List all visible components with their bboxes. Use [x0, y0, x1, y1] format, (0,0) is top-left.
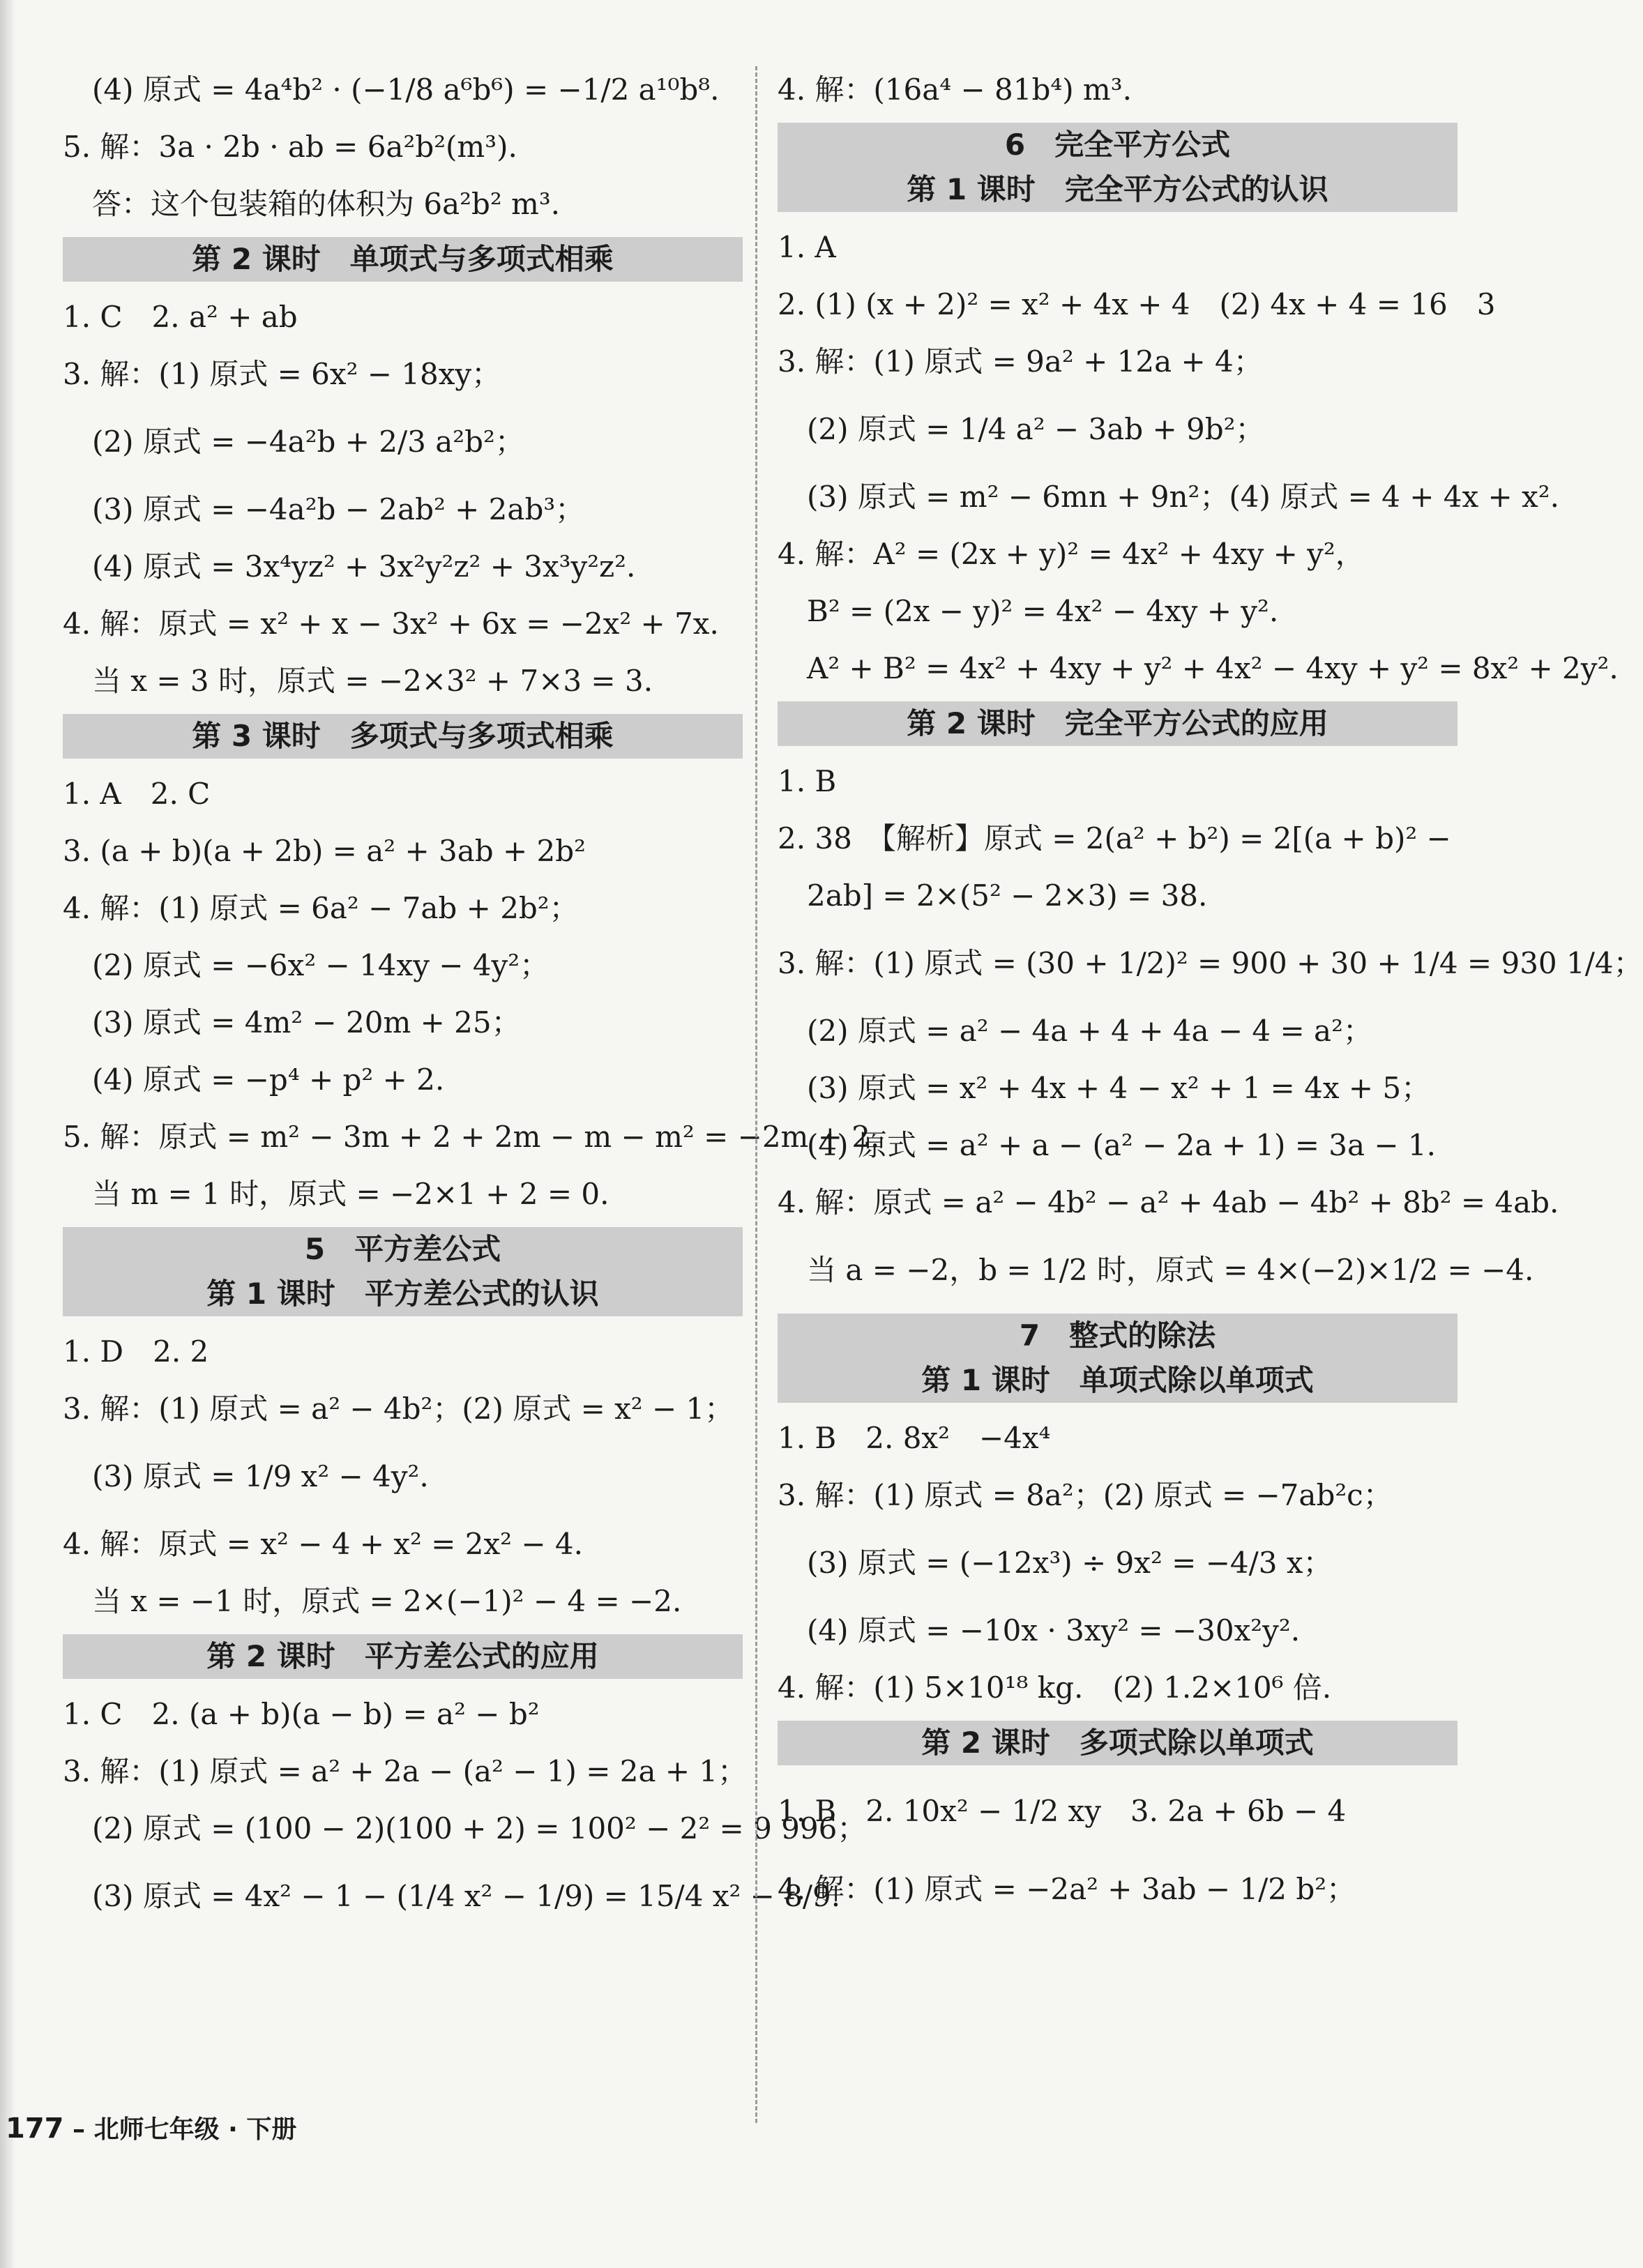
- chapter-heading: 6 完全平方公式: [778, 123, 1458, 167]
- answer-line: 1. B: [778, 764, 837, 798]
- answer-line: 当 x = 3 时，原式 = −2×3² + 7×3 = 3.: [92, 664, 653, 698]
- answer-line: 当 a = −2，b = 1/2 时，原式 = 4×(−2)×1/2 = −4.: [807, 1253, 1534, 1287]
- answer-line: 3. 解：(1) 原式 = a² − 4b²；(2) 原式 = x² − 1；: [63, 1392, 734, 1426]
- answer-line: 4. 解：(1) 原式 = 6a² − 7ab + 2b²；: [63, 891, 579, 925]
- section-heading: 第 2 课时 平方差公式的应用: [63, 1634, 743, 1679]
- section-heading: 第 1 课时 完全平方公式的认识: [778, 167, 1458, 212]
- answer-line: 5. 解：原式 = m² − 3m + 2 + 2m − m − m² = −2m + 2.: [63, 1120, 880, 1154]
- page-footer: [6, 2110, 296, 2145]
- answer-line: 当 x = −1 时，原式 = 2×(−1)² − 4 = −2.: [92, 1584, 682, 1618]
- answer-line: 3. 解：(1) 原式 = a² + 2a − (a² − 1) = 2a + 1；: [63, 1754, 748, 1788]
- answer-line: (3) 原式 = m² − 6mn + 9n²；(4) 原式 = 4 + 4x + x².: [807, 480, 1559, 514]
- answer-line: 1. B 2. 8x² −4x⁴: [778, 1421, 1051, 1455]
- section-heading: 第 2 课时 完全平方公式的应用: [778, 701, 1458, 746]
- answer-line: (2) 原式 = a² − 4a + 4 + 4a − 4 = a²；: [807, 1014, 1372, 1048]
- answer-line: (2) 原式 = −4a²b + 2/3 a²b²；: [92, 425, 524, 459]
- answer-line: 2ab] = 2×(5² − 2×3) = 38.: [807, 878, 1208, 913]
- answer-line: (3) 原式 = (−12x³) ÷ 9x² = −4/3 x；: [807, 1546, 1333, 1580]
- answer-line: (4) 原式 = −10x · 3xy² = −30x²y².: [807, 1613, 1301, 1647]
- answer-line: (3) 原式 = x² + 4x + 4 − x² + 1 = 4x + 5；: [807, 1071, 1431, 1105]
- answer-line: 1. C 2. (a + b)(a − b) = a² − b²: [63, 1697, 540, 1731]
- answer-line: (2) 原式 = (100 − 2)(100 + 2) = 100² − 2² = 9 996；: [92, 1811, 867, 1845]
- section-heading: 第 1 课时 平方差公式的认识: [63, 1272, 743, 1316]
- answer-line: 3. 解：(1) 原式 = (30 + 1/2)² = 900 + 30 + 1/4 = 930 1/4；: [778, 946, 1643, 980]
- section-heading: 第 2 课时 单项式与多项式相乘: [63, 237, 743, 282]
- answer-line: 3. 解：(1) 原式 = 9a² + 12a + 4；: [778, 344, 1263, 379]
- answer-line: 3. (a + b)(a + 2b) = a² + 3ab + 2b²: [63, 834, 586, 868]
- answer-line: 2. 38 【解析】原式 = 2(a² + b²) = 2[(a + b)² −: [778, 821, 1451, 855]
- answer-line: (3) 原式 = 4x² − 1 − (1/4 x² − 1/9) = 15/4 x² − 8/9.: [92, 1879, 841, 1913]
- answer-line: 4. 解：(16a⁴ − 81b⁴) m³.: [778, 73, 1132, 107]
- answer-line: 当 m = 1 时，原式 = −2×1 + 2 = 0.: [92, 1177, 610, 1211]
- answer-line: (4) 原式 = 3x⁴yz² + 3x²y²z² + 3x³y²z².: [92, 549, 636, 584]
- footer-book-title: 北师七年级 · 下册: [93, 2115, 297, 2144]
- answer-line: 3. 解：(1) 原式 = 6x² − 18xy；: [63, 357, 501, 391]
- answer-line: (4) 原式 = a² + a − (a² − 2a + 1) = 3a − 1.: [807, 1128, 1436, 1162]
- answer-line: (4) 原式 = −p⁴ + p² + 2.: [92, 1063, 445, 1097]
- answer-line: (2) 原式 = 1/4 a² − 3ab + 9b²；: [807, 412, 1265, 446]
- answer-line: 3. 解：(1) 原式 = 8a²；(2) 原式 = −7ab²c；: [778, 1478, 1393, 1512]
- chapter-heading: 5 平方差公式: [63, 1227, 743, 1272]
- answer-line: 1. C 2. a² + ab: [63, 300, 298, 334]
- answer-line: (3) 原式 = 1/9 x² − 4y².: [92, 1459, 429, 1493]
- section-heading: 第 3 课时 多项式与多项式相乘: [63, 714, 743, 759]
- answer-line: (3) 原式 = −4a²b − 2ab² + 2ab³；: [92, 492, 585, 526]
- answer-line: 1. B 2. 10x² − 1/2 xy 3. 2a + 6b − 4: [778, 1794, 1347, 1828]
- answer-line: 答：这个包装箱的体积为 6a²b² m³.: [92, 187, 561, 221]
- answer-line: 1. A 2. C: [63, 777, 211, 811]
- section-heading: 第 2 课时 多项式除以单项式: [778, 1721, 1458, 1765]
- section-heading: 第 1 课时 单项式除以单项式: [778, 1358, 1458, 1403]
- answer-line: 4. 解：原式 = x² + x − 3x² + 6x = −2x² + 7x.: [63, 607, 719, 641]
- answer-line: 4. 解：A² = (2x + y)² = 4x² + 4xy + y²，: [778, 537, 1365, 571]
- answer-line: 1. D 2. 2: [63, 1334, 209, 1369]
- answer-line: 4. 解：(1) 5×10¹⁸ kg. (2) 1.2×10⁶ 倍.: [778, 1670, 1332, 1705]
- page-number: 177: [6, 2113, 64, 2145]
- answer-line: 5. 解：3a · 2b · ab = 6a²b²(m³).: [63, 130, 517, 164]
- footer-dash: –: [73, 2115, 86, 2144]
- answer-line: 4. 解：原式 = a² − 4b² − a² + 4ab − 4b² + 8b² = 4ab.: [778, 1185, 1559, 1219]
- page-edge-shadow: [0, 0, 15, 2268]
- answer-line: (3) 原式 = 4m² − 20m + 25；: [92, 1005, 521, 1040]
- answer-line: 4. 解：(1) 原式 = −2a² + 3ab − 1/2 b²；: [778, 1872, 1356, 1906]
- answer-line: 4. 解：原式 = x² − 4 + x² = 2x² − 4.: [63, 1527, 583, 1561]
- chapter-heading: 7 整式的除法: [778, 1314, 1458, 1358]
- answer-line: (2) 原式 = −6x² − 14xy − 4y²；: [92, 948, 550, 982]
- answer-line: (4) 原式 = 4a⁴b² · (−1/8 a⁶b⁶) = −1/2 a¹⁰b⁸.: [92, 73, 720, 107]
- answer-line: A² + B² = 4x² + 4xy + y² + 4x² − 4xy + y² = 8x² + 2y².: [807, 651, 1619, 685]
- answer-line: 1. A: [778, 230, 836, 264]
- answer-line: 2. (1) (x + 2)² = x² + 4x + 4 (2) 4x + 4 = 16 3: [778, 287, 1496, 321]
- answer-line: B² = (2x − y)² = 4x² − 4xy + y².: [807, 594, 1279, 628]
- right-column: [778, 61, 1643, 1928]
- column-divider: [755, 66, 757, 2123]
